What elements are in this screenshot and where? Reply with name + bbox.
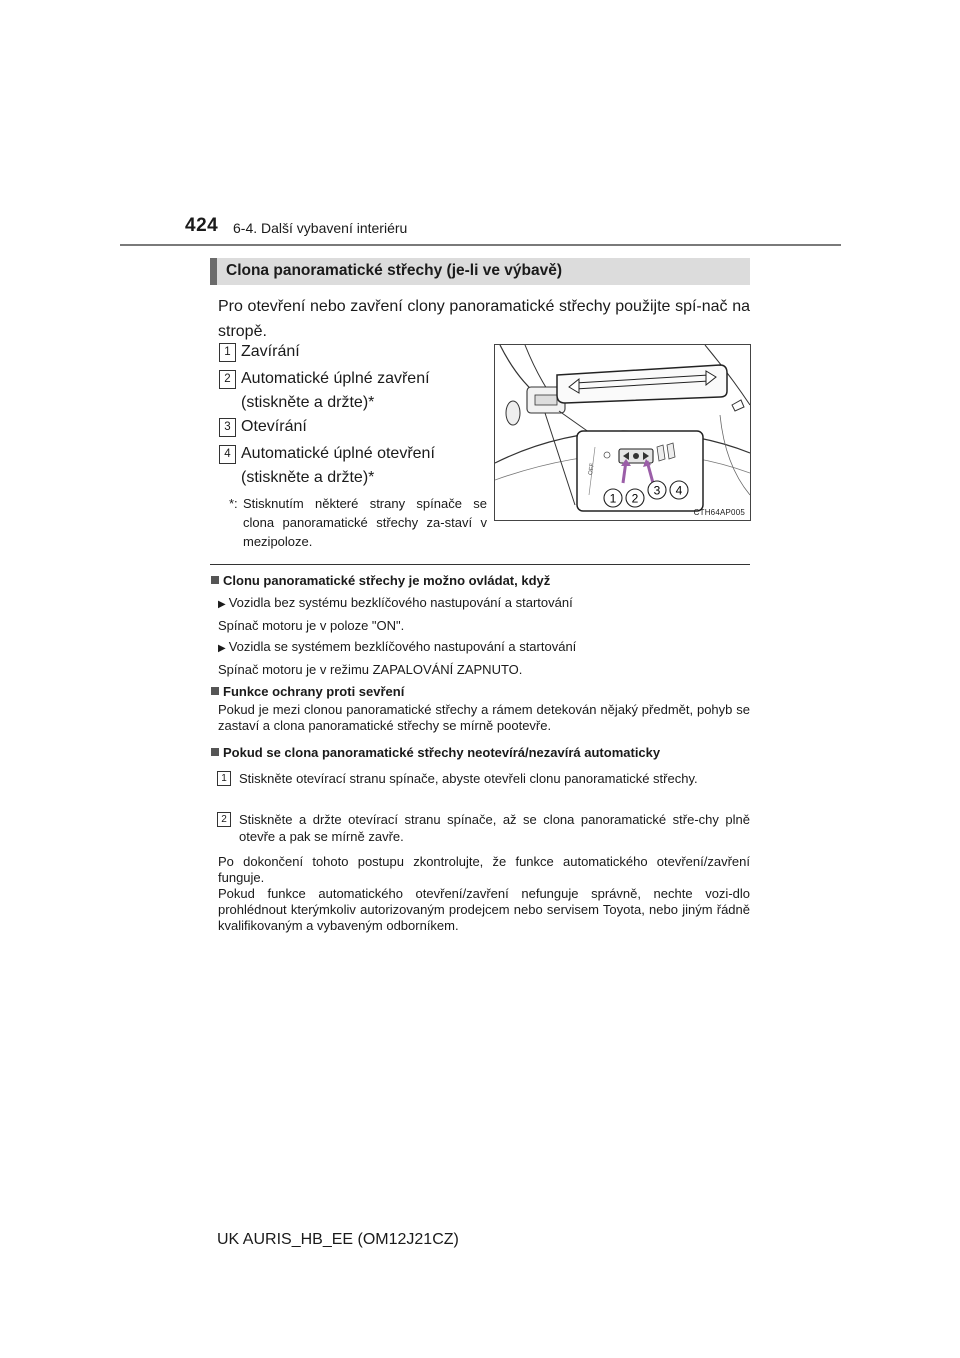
reset-step-text: Stiskněte a držte otevírací stranu spínače, až se clona panoramatické stře-chy plně otevře a pak se mírně zavře. xyxy=(239,812,750,844)
footer-model-code: UK AURIS_HB_EE (OM12J21CZ) xyxy=(217,1231,459,1248)
step-number: 2 xyxy=(219,370,236,389)
section-heading-bar xyxy=(210,258,750,285)
page-number: 424 xyxy=(185,215,219,236)
final-service-text: Pokud funkce automatického otevření/zavření nefunguje správně, nechte vozi-dlo prohlédnout kterýmkoliv autorizovaným prodejcem nebo servisem Toyota, nebo jiným řádně kvalifikovaným a vybaveným odborníkem. xyxy=(218,886,750,933)
variant-without-keyless-detail: Spínač motoru je v poloze "ON". xyxy=(218,618,405,633)
variant-text: Vozidla se systémem bezklíčového nastupování a startování xyxy=(228,639,577,654)
note-heading-text: Pokud se clona panoramatické střechy neotevírá/nezavírá automaticky xyxy=(223,745,661,760)
square-bullet-icon xyxy=(211,576,219,584)
callout-1-label: 1 xyxy=(609,491,617,506)
reset-step-number: 2 xyxy=(217,812,231,827)
step-text: Otevírání xyxy=(241,418,307,435)
intro-paragraph: Pro otevření nebo zavření clony panoramatické střechy použijte spí-nač na stropě. xyxy=(218,298,750,340)
reset-step-1 xyxy=(217,770,750,787)
callout-2-label: 2 xyxy=(631,491,639,506)
step-item-1 xyxy=(219,340,479,364)
switch-off-label: OFF xyxy=(587,462,596,476)
triangle-bullet-icon: ▶ xyxy=(218,599,226,610)
section-title: Clona panoramatické střechy (je-li ve výbavě) xyxy=(226,262,562,279)
step-number: 4 xyxy=(219,445,236,464)
step-text: Automatické úplné otevření (stiskněte a držte)* xyxy=(241,445,435,486)
callout-3-label: 3 xyxy=(653,483,661,498)
note-heading-text: Funkce ochrany proti sevření xyxy=(223,684,405,699)
variant-without-keyless xyxy=(218,595,573,610)
square-bullet-icon xyxy=(211,687,219,695)
step-item-2 xyxy=(219,367,479,415)
variant-text: Vozidla bez systému bezklíčového nastupování a startování xyxy=(228,595,573,610)
figure-code: CTH64AP005 xyxy=(693,508,745,517)
reset-step-2 xyxy=(217,811,750,845)
note-heading-jam-protection xyxy=(211,684,404,699)
step-text: Automatické úplné zavření (stiskněte a držte)* xyxy=(241,370,430,411)
header-rule xyxy=(120,244,841,246)
callout-4-label: 4 xyxy=(675,483,683,498)
step-number: 1 xyxy=(219,343,236,362)
step-text: Zavírání xyxy=(241,343,300,360)
section-heading-accent xyxy=(210,258,217,285)
final-check-text: Po dokončení tohoto postupu zkontrolujte, že funkce automatického otevření/zavření funguje. xyxy=(218,854,750,885)
note-heading-operation xyxy=(211,573,550,588)
illustration-svg xyxy=(495,345,750,520)
variant-with-keyless xyxy=(218,639,576,654)
note-heading-not-automatic xyxy=(211,745,660,760)
section-divider xyxy=(210,564,750,565)
note-heading-text: Clonu panoramatické střechy je možno ovládat, když xyxy=(223,573,551,588)
step-item-4 xyxy=(219,442,479,490)
square-bullet-icon xyxy=(211,748,219,756)
reset-step-text: Stiskněte otevírací stranu spínače, abyste otevřeli clonu panoramatické střechy. xyxy=(239,771,698,786)
jam-protection-text: Pokud je mezi clonou panoramatické střechy a rámem detekován nějaký předmět, pohyb se zastaví a clona panoramatické střechy se mírně pootevře. xyxy=(218,702,750,733)
footnote xyxy=(219,494,487,551)
triangle-bullet-icon: ▶ xyxy=(218,643,226,654)
step-item-3 xyxy=(219,415,479,439)
roof-switch-illustration xyxy=(494,344,751,521)
step-number: 3 xyxy=(219,418,236,437)
footnote-mark: *: xyxy=(229,496,238,511)
reset-step-number: 1 xyxy=(217,771,231,786)
variant-with-keyless-detail: Spínač motoru je v režimu ZAPALOVÁNÍ ZAPNUTO. xyxy=(218,662,523,677)
chapter-title: 6-4. Další vybavení interiéru xyxy=(233,220,408,236)
footnote-text: Stisknutím některé strany spínače se clona panoramatické střechy za-staví v mezipoloze. xyxy=(243,496,487,549)
